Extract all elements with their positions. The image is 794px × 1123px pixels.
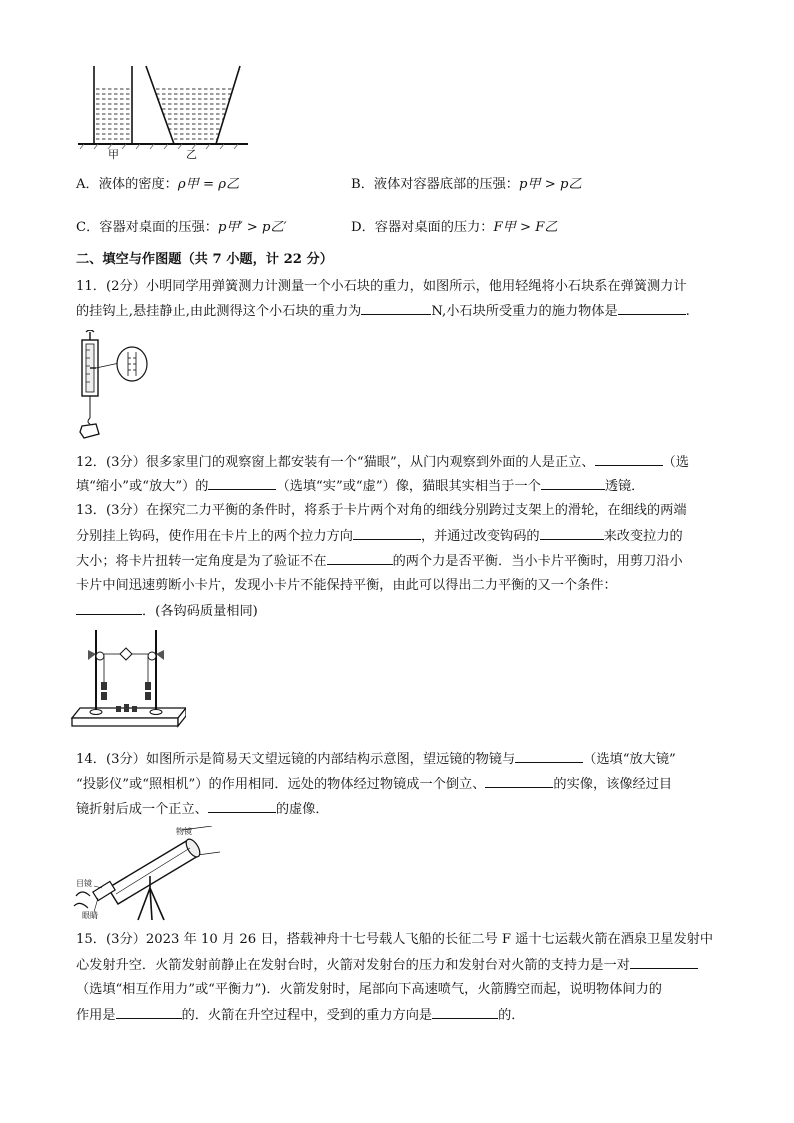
option-a [76, 174, 239, 196]
q11-line-2 [76, 300, 726, 323]
q15-text-a: 心发射升空．火箭发射前静止在发射台时，火箭对发射台的压力和发射台对火箭的支持力是一对 [76, 958, 630, 973]
q14-text-c: “投影仪”或“照相机”）的作用相同．远处的物体经过物镜成一个倒立、 [76, 777, 486, 792]
q14-blank-1[interactable] [515, 748, 583, 763]
q14-text-f: 的虚像． [275, 802, 329, 817]
q11-blank-2[interactable] [618, 300, 686, 315]
option-a-prefix: A．液体的密度： [76, 177, 178, 192]
eye-label: 眼睛 [82, 911, 98, 920]
q12-line-1 [76, 451, 726, 474]
label-yi: 乙 [186, 148, 197, 161]
containers-figure [78, 62, 248, 162]
q14-text-d: 的实像，该像经过目 [553, 777, 673, 792]
q13-line-1: 13．(3分）在探究二力平衡的条件时，将系于卡片两个对角的细线分别跨过支架上的滑轮，在细线的两端 [76, 503, 687, 518]
q13-blank-2[interactable] [540, 525, 604, 540]
q15-blank-1[interactable] [630, 954, 698, 969]
q13-line-5 [76, 600, 726, 623]
option-a-expr: ρ甲 = ρ乙 [177, 177, 240, 192]
option-d-prefix: D．容器对桌面的压力： [351, 220, 494, 235]
q12-text-d: （选填“实”或“虚”）像，猫眼其实相当于一个 [276, 479, 541, 494]
q14-line-1 [76, 748, 726, 771]
q14-line-3 [76, 798, 726, 821]
q15-line-4 [76, 1004, 726, 1027]
q13-text-e: 的两个力是否平衡．当小卡片平衡时，用剪刀沿小 [392, 554, 683, 569]
option-d-expr: F甲 > F乙 [493, 220, 558, 235]
objective-lens-label: 物镜 [176, 827, 192, 836]
q12-line-2 [76, 475, 726, 498]
q13-text-d: 大小；将卡片扭转一定角度是为了验证不在 [76, 554, 327, 569]
q11-text-c: . [685, 304, 690, 319]
q13-line-4: 卡片中间迅速剪断小卡片，发现小卡片不能保持平衡，由此可以得出二力平衡的又一个条件： [76, 578, 617, 593]
q12-text-e: 透镜． [604, 479, 645, 494]
q13-text-f: ．(各钩码质量相同) [142, 604, 258, 619]
q12-blank-2[interactable] [208, 475, 276, 490]
section-2-heading: 二、填空与作图题（共 7 小题，计 22 分） [76, 252, 333, 267]
q12-text-b: （选 [662, 455, 689, 470]
spring-scale-figure [72, 330, 162, 442]
q14-line-2 [76, 773, 726, 796]
q15-text-c: 的．火箭在升空过程中，受到的重力方向是 [181, 1008, 433, 1023]
q12-text-c: 填“缩小”或“放大”）的 [76, 479, 209, 494]
q13-text-c: 来改变拉力的 [603, 529, 683, 544]
q13-blank-4[interactable] [76, 600, 142, 615]
eyepiece-label: 目镜 [76, 879, 92, 888]
option-b-expr: p甲 > p乙 [518, 177, 582, 192]
q13-line-3 [76, 550, 726, 573]
q12-blank-3[interactable] [541, 475, 605, 490]
q14-text-b: （选填“放大镜” [583, 752, 676, 767]
q15-text-b: 作用是 [76, 1008, 116, 1023]
q12-text-a: 12．(3分）很多家里门的观察窗上都安装有一个“猫眼”，从门内观察到外面的人是正立、 [76, 455, 595, 470]
q15-text-d: 的． [498, 1008, 525, 1023]
option-c-prefix: C．容器对桌面的压强： [76, 220, 218, 235]
q13-blank-3[interactable] [327, 550, 393, 565]
q11-text-a: 的挂钩上,悬挂静止,由此测得这个小石块的重力为 [76, 304, 362, 319]
q14-text-e: 镜折射后成一个正立、 [76, 802, 208, 817]
option-b-prefix: B．液体对容器底部的压强： [351, 177, 519, 192]
q14-blank-3[interactable] [208, 798, 276, 813]
q15-line-3: （选填“相互作用力”或“平衡力”)．火箭发射时，尾部向下高速喷气，火箭腾空而起，说明物体间力的 [76, 982, 662, 997]
q15-line-1: 15．(3分）2023 年 10 月 26 日，搭载神舟十七号载人飞船的长征二号 F 遥十七运载火箭在酒泉卫星发射中 [76, 932, 714, 947]
option-b [351, 174, 582, 196]
q11-line-1: 11．(2分）小明同学用弹簧测力计测量一个小石块的重力，如图所示，他用轻绳将小石块系在弹簧测力计 [76, 279, 687, 294]
q15-line-2 [76, 954, 726, 977]
telescope-figure [72, 826, 222, 922]
q15-blank-3[interactable] [432, 1004, 498, 1019]
q14-text-a: 14．(3分）如图所示是简易天文望远镜的内部结构示意图，望远镜的物镜与 [76, 752, 516, 767]
option-c-expr: p甲′ > p乙′ [217, 220, 287, 235]
balance-apparatus-figure [68, 626, 186, 736]
q12-blank-1[interactable] [595, 451, 663, 466]
option-d [351, 217, 558, 239]
q11-text-b: N,小石块所受重力的施力物体是 [431, 304, 618, 319]
label-jia: 甲 [108, 148, 119, 161]
q13-blank-1[interactable] [353, 525, 421, 540]
q14-blank-2[interactable] [485, 773, 553, 788]
q13-text-a: 分别挂上钩码，使作用在卡片上的两个拉力方向 [76, 529, 353, 544]
q15-blank-2[interactable] [116, 1004, 182, 1019]
q13-line-2 [76, 525, 726, 548]
q11-blank-1[interactable] [361, 300, 431, 315]
q13-text-b: ，并通过改变钩码的 [420, 529, 540, 544]
option-c [76, 217, 287, 239]
